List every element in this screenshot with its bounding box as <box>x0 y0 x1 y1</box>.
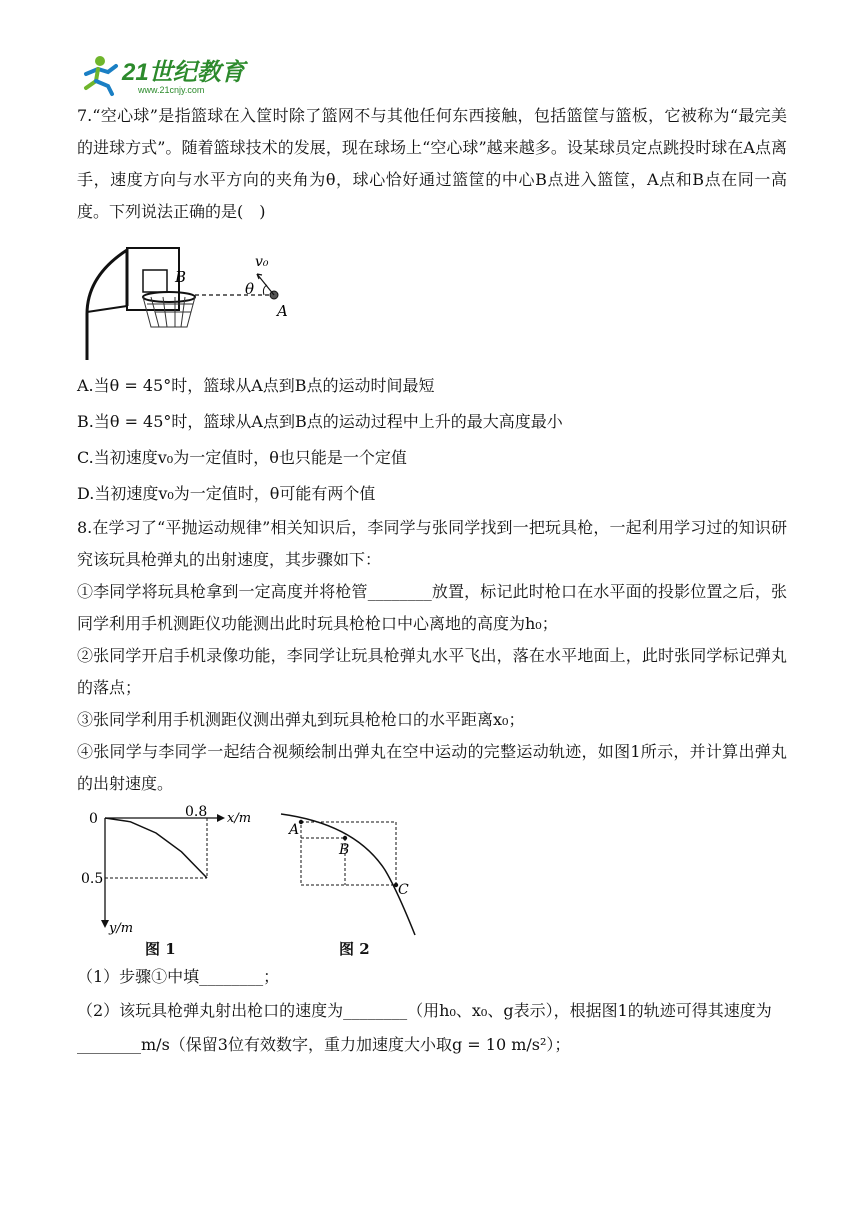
logo-url: www.21cnjy.com <box>138 85 205 95</box>
basketball-hoop-figure <box>81 242 301 360</box>
q8-sub-1: （1）步骤①中填________； <box>77 967 280 986</box>
x-axis-arrow <box>217 814 225 822</box>
x-tick-label: 0.8 <box>185 804 208 820</box>
q7-option-c: C.当初速度v₀为一定值时，θ也只能是一个定值 <box>77 448 407 467</box>
q7-option-a: A.当θ = 45°时，篮球从A点到B点的运动时间最短 <box>77 376 435 395</box>
trajectory-figures <box>77 804 787 960</box>
y-tick-label: 0.5 <box>81 871 104 887</box>
point-a: A <box>289 822 300 838</box>
origin-label: 0 <box>89 811 98 827</box>
runner-icon <box>86 56 116 94</box>
figure-1-chart <box>81 804 252 936</box>
trajectory-line <box>105 818 207 878</box>
y-axis-arrow <box>101 920 109 928</box>
question-content <box>77 100 787 1062</box>
q8-sub-2: （2）该玩具枪弹丸射出枪口的速度为________（用h₀、x₀、g表示），根据图1的轨迹可得其速度为________m/s（保留3位有效数字，重力加速度大小取g = 10 m/s²）； <box>77 1001 772 1054</box>
label-theta: θ <box>245 280 255 298</box>
label-a: A <box>277 302 288 320</box>
q8-stem: 8.在学习了“平抛运动规律”相关知识后，李同学与张同学找到一把玩具枪，一起利用学习过的知识研究该玩具枪弹丸的出射速度，其步骤如下： <box>77 518 787 569</box>
point-c: C <box>398 882 409 898</box>
figure-2-diagram <box>275 810 435 935</box>
figure-2-caption: 图 2 <box>339 940 370 958</box>
label-v0: v₀ <box>255 254 269 270</box>
logo-text: 21世纪教育 <box>122 59 245 86</box>
q8-step-1: ①李同学将玩具枪拿到一定高度并将枪管________放置，标记此时枪口在水平面的投影位置之后，张同学利用手机测距仪功能测出此时玩具枪枪口中心离地的高度为h₀； <box>77 582 787 633</box>
q7-option-d: D.当初速度v₀为一定值时，θ可能有两个值 <box>77 484 376 503</box>
q8-step-4: ④张同学与李同学一起结合视频绘制出弹丸在空中运动的完整运动轨迹，如图1所示，并计算出弹丸的出射速度。 <box>77 742 787 793</box>
q7-option-b: B.当θ = 45°时，篮球从A点到B点的运动过程中上升的最大高度最小 <box>77 412 563 431</box>
label-b: B <box>175 268 187 286</box>
x-axis-label: x/m <box>227 811 252 826</box>
figure-1-caption: 图 1 <box>145 940 176 958</box>
q8-step-2: ②张同学开启手机录像功能，李同学让玩具枪弹丸水平飞出，落在水平地面上，此时张同学标记弹丸的落点； <box>77 646 787 697</box>
site-logo <box>78 52 258 96</box>
y-axis-label: y/m <box>109 921 134 936</box>
q7-stem: 7.“空心球”是指篮球在入筐时除了篮网不与其他任何东西接触，包括篮筐与篮板，它被称为“最完美的进球方式”。随着篮球技术的发展，现在球场上“空心球”越来越多。设某球员定点跳投时球在A点离手，速度方向与水平方向的夹角为θ，球心恰好通过篮筐的中心B点进入篮筐，A点和B点在同一高度。下列说法正确的是( ) <box>77 106 787 221</box>
q8-step-3: ③张同学利用手机测距仪测出弹丸到玩具枪枪口的水平距离x₀； <box>77 710 525 729</box>
point-b: B <box>339 842 350 858</box>
